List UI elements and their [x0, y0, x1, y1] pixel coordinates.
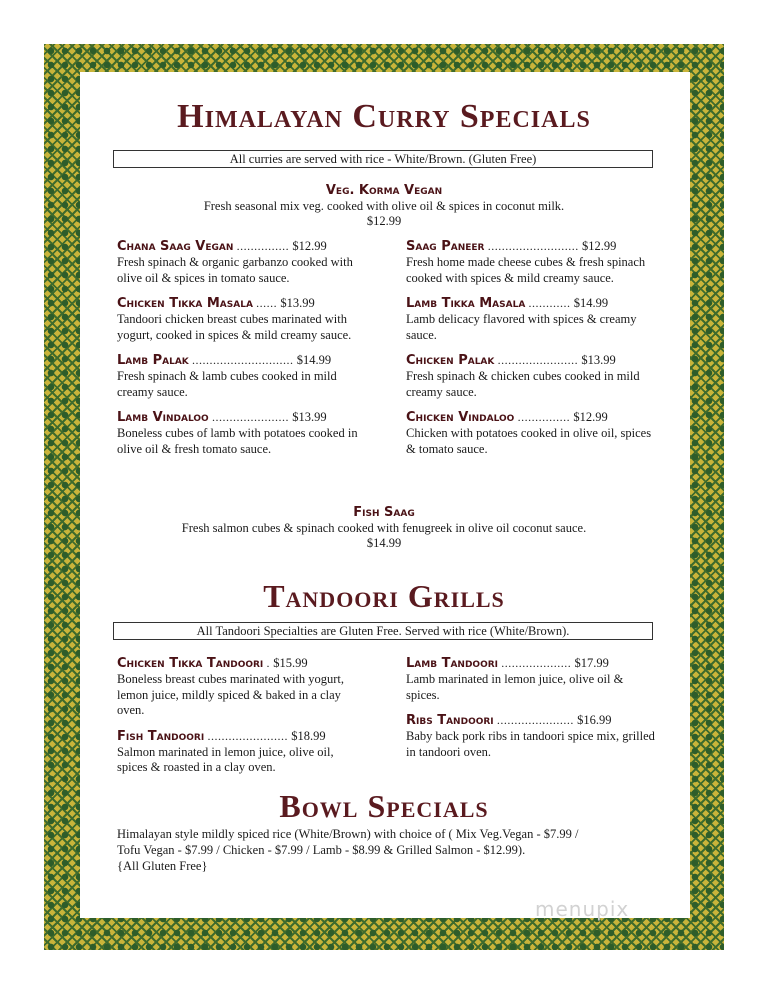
menu-item	[117, 352, 367, 400]
korma-price: $12.99	[366, 214, 402, 228]
item-price: $15.99	[273, 656, 308, 670]
item-desc: Chicken with potatoes cooked in olive oil, spices & tomato sauce.	[406, 426, 652, 456]
item-price: $12.99	[292, 239, 327, 253]
watermark: menupix	[535, 897, 630, 921]
menu-item	[117, 728, 367, 776]
item-name: Lamb Palak	[117, 353, 189, 368]
bowl-line: Himalayan style mildly spiced rice (White/Brown) with choice of ( Mix Veg.Vegan - $7.99 /	[117, 827, 579, 841]
leader-dots: ......................	[211, 410, 289, 424]
menu-item	[117, 409, 367, 457]
item-desc: Lamb delicacy flavored with spices & creamy sauce.	[406, 312, 637, 342]
curry-left-column	[117, 238, 367, 466]
leader-dots: ...............	[236, 239, 290, 253]
item-name: Lamb Tikka Masala	[406, 296, 526, 311]
menu-item	[406, 352, 656, 400]
item-price: $13.99	[292, 410, 327, 424]
leader-dots: .............................	[192, 353, 294, 367]
fish-saag-name: Fish Saag	[353, 505, 415, 520]
item-name: Fish Tandoori	[117, 728, 205, 744]
tandoori-notice: All Tandoori Specialties are Gluten Free. Served with rice (White/Brown).	[113, 622, 653, 640]
item-desc: Boneless cubes of lamb with potatoes cooked in olive oil & fresh tomato sauce.	[117, 426, 358, 456]
item-name: Chana Saag Vegan	[117, 239, 234, 254]
item-price: $17.99	[574, 656, 609, 670]
leader-dots: ......	[256, 296, 278, 310]
item-name: Chicken Tikka Masala	[117, 296, 253, 311]
korma-item	[84, 183, 684, 230]
item-price: $18.99	[291, 728, 326, 743]
korma-name: Veg. Korma Vegan	[325, 183, 443, 198]
menu-item	[406, 655, 656, 703]
fish-saag-desc: Fresh salmon cubes & spinach cooked with fenugreek in olive oil coconut sauce.	[181, 520, 587, 535]
leader-dots: ..........................	[487, 239, 579, 253]
item-name: Chicken Tikka Tandoori	[117, 656, 264, 671]
item-name: Saag Paneer	[406, 239, 485, 254]
menu-item	[406, 712, 656, 760]
fish-saag-price: $14.99	[366, 536, 402, 550]
leader-dots: ...............	[517, 410, 571, 424]
fish-saag-item	[84, 505, 684, 552]
curry-notice: All curries are served with rice - White/Brown. (Gluten Free)	[113, 150, 653, 168]
item-desc: Boneless breast cubes marinated with yogurt, lemon juice, mildly spiced & baked in a clay oven.	[117, 672, 345, 717]
bowl-description	[117, 826, 657, 874]
menu-item	[406, 238, 656, 286]
item-price: $12.99	[573, 410, 608, 424]
item-name: Lamb Vindaloo	[117, 410, 209, 425]
item-desc: Baby back pork ribs in tandoori spice mix, grilled in tandoori oven.	[406, 729, 655, 759]
leader-dots: .......................	[497, 353, 579, 367]
menu-item	[117, 655, 367, 719]
item-price: $16.99	[577, 713, 612, 727]
item-desc: Fresh spinach & lamb cubes cooked in mild creamy sauce.	[117, 369, 337, 399]
menu-item	[117, 238, 367, 286]
korma-desc: Fresh seasonal mix veg. cooked with olive oil & spices in coconut milk.	[203, 198, 565, 213]
tandoori-right-column	[406, 655, 656, 769]
bowl-title: Bowl Specials	[279, 788, 489, 824]
tandoori-left-column	[117, 655, 367, 785]
leader-dots: .......................	[207, 728, 288, 743]
item-desc: Lamb marinated in lemon juice, olive oil & spices.	[406, 672, 624, 702]
tandoori-title: Tandoori Grills	[263, 578, 505, 614]
curry-title: Himalayan Curry Specials	[177, 98, 591, 135]
item-price: $13.99	[280, 296, 315, 310]
item-desc: Tandoori chicken breast cubes marinated with yogurt, cooked in spices & mild creamy sauce.	[117, 312, 352, 342]
bowl-line: {All Gluten Free}	[117, 859, 208, 873]
item-desc: Fresh spinach & chicken cubes cooked in mild creamy sauce.	[406, 369, 640, 399]
item-price: $12.99	[581, 239, 617, 253]
leader-dots: ....................	[501, 656, 572, 670]
item-price: $13.99	[581, 353, 616, 367]
leader-dots: ............	[528, 296, 571, 310]
curry-right-column	[406, 238, 656, 466]
leader-dots: .	[266, 656, 271, 670]
item-price: $14.99	[573, 296, 609, 310]
item-name: Chicken Vindaloo	[406, 410, 515, 425]
bowl-line: Tofu Vegan - $7.99 / Chicken - $7.99 / Lamb - $8.99 & Grilled Salmon - $12.99).	[117, 843, 526, 857]
item-desc: Fresh home made cheese cubes & fresh spinach cooked with spices & mild creamy sauce.	[406, 255, 646, 285]
item-name: Chicken Palak	[406, 353, 495, 368]
item-name: Lamb Tandoori	[406, 656, 499, 671]
menu-item	[117, 295, 367, 343]
menu-item	[406, 409, 656, 457]
menu-item	[406, 295, 656, 343]
item-desc: Salmon marinated in lemon juice, olive oil, spices & roasted in a clay oven.	[117, 744, 334, 774]
item-desc: Fresh spinach & organic garbanzo cooked with olive oil & spices in tomato sauce.	[117, 255, 353, 285]
leader-dots: ......................	[496, 713, 574, 727]
item-price: $14.99	[296, 353, 332, 367]
item-name: Ribs Tandoori	[406, 713, 494, 728]
